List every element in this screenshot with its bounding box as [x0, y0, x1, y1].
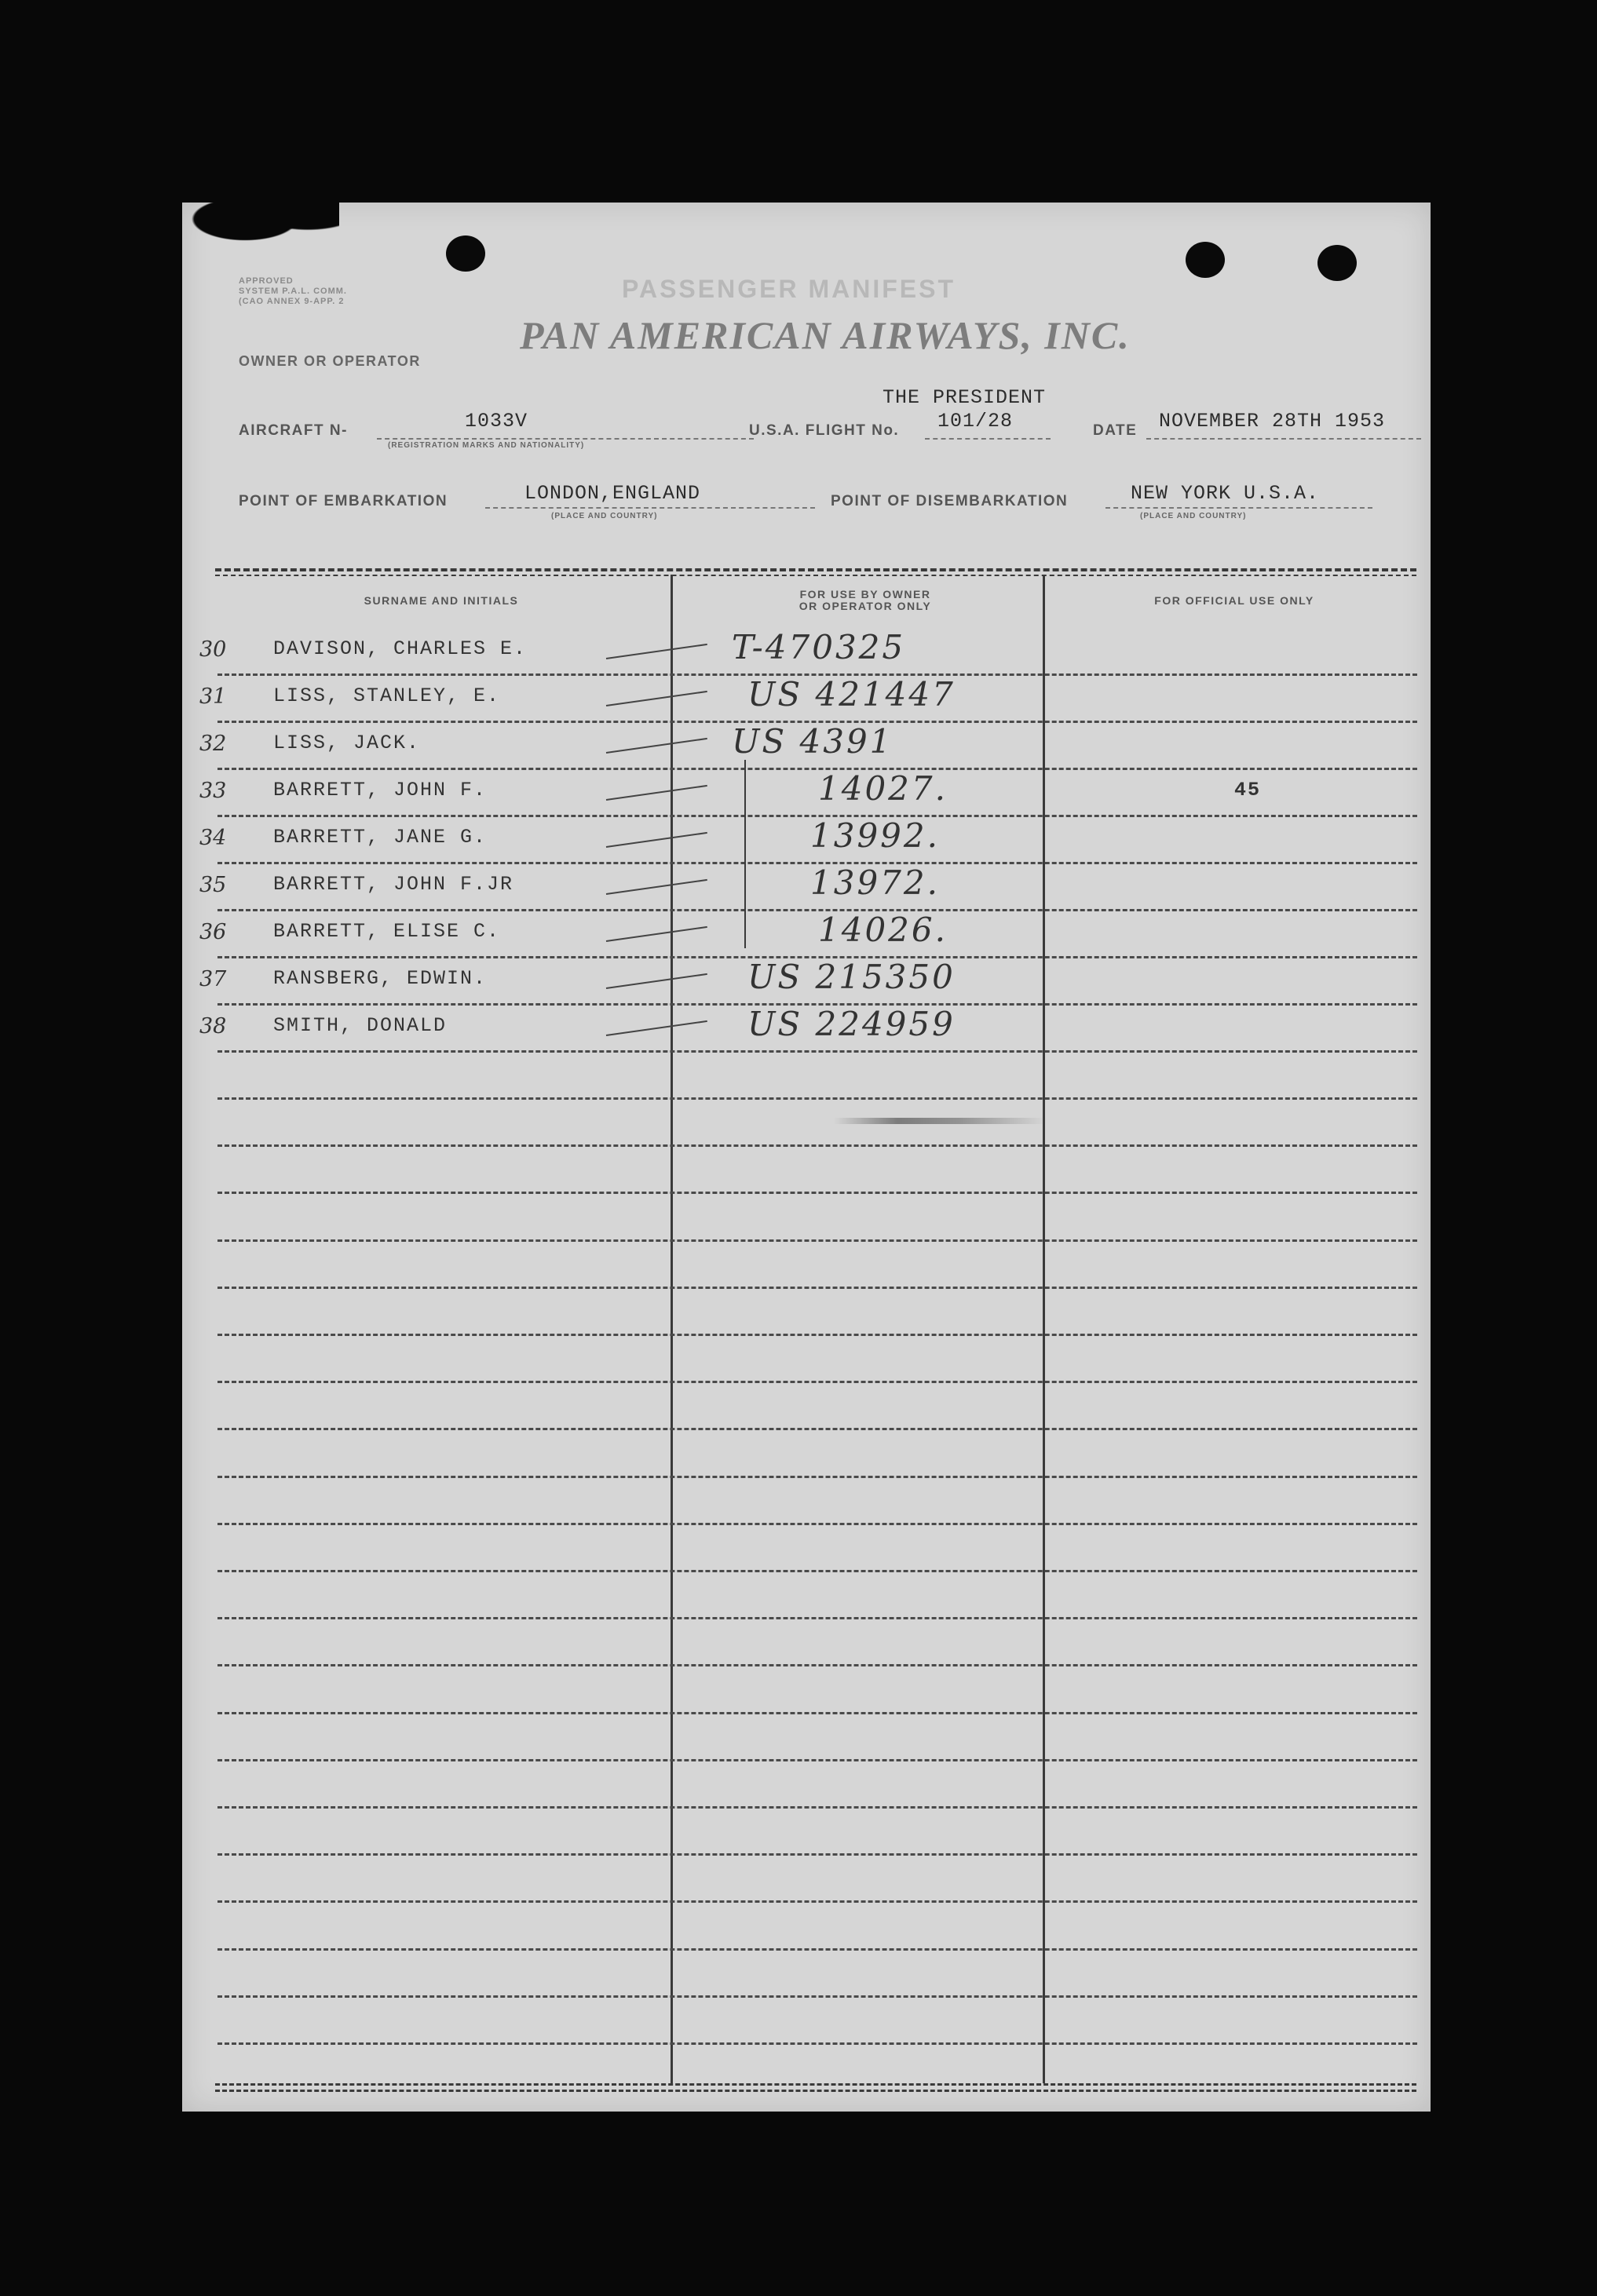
table-top-rule — [215, 568, 1416, 571]
row-number: 32 — [199, 732, 227, 756]
passenger-name: SMITH, DONALD — [273, 1014, 448, 1037]
ink-smudge — [834, 1118, 1046, 1124]
aircraft-value: 1033V — [465, 410, 528, 433]
check-mark — [606, 644, 707, 659]
check-mark — [606, 785, 707, 801]
passenger-name: BARRETT, ELISE C. — [273, 920, 501, 943]
row-rule — [217, 1097, 1417, 1100]
row-number: 37 — [199, 967, 227, 991]
passenger-name: LISS, STANLEY, E. — [273, 684, 501, 707]
punch-hole — [446, 235, 485, 272]
flight-underline — [925, 438, 1051, 440]
row-rule — [217, 1759, 1417, 1761]
row-number: 38 — [199, 1014, 227, 1038]
row-rule — [217, 1570, 1417, 1572]
passenger-name: RANSBERG, EDWIN. — [273, 967, 488, 990]
aircraft-label: AIRCRAFT N- — [239, 422, 348, 439]
row-rule — [217, 1712, 1417, 1714]
row-number: 33 — [199, 779, 227, 803]
registration-note: (REGISTRATION MARKS AND NATIONALITY) — [388, 441, 585, 450]
owner-number: 14026. — [818, 911, 948, 949]
aircraft-underline — [377, 438, 754, 440]
row-rule — [217, 1617, 1417, 1619]
disembarkation-value: NEW YORK U.S.A. — [1131, 482, 1320, 505]
row-number: 30 — [199, 637, 227, 662]
column-header-name: SURNAME AND INITIALS — [364, 594, 519, 607]
check-mark — [606, 1020, 707, 1036]
passenger-name: LISS, JACK. — [273, 732, 421, 754]
row-rule — [217, 1806, 1417, 1809]
row-rule — [217, 1050, 1417, 1053]
owner-number: T-470325 — [732, 628, 906, 666]
row-rule — [217, 909, 1417, 911]
approval-note — [239, 276, 347, 307]
disembarkation-label: POINT OF DISEMBARKATION — [831, 493, 1069, 509]
passenger-name: BARRETT, JOHN F. — [273, 779, 488, 801]
owner-number: 13972. — [810, 863, 940, 902]
owner-number: US 4391 — [732, 722, 894, 761]
embarkation-underline — [485, 507, 815, 509]
flight-label: U.S.A. FLIGHT No. — [749, 422, 900, 439]
embarkation-note: (PLACE AND COUNTRY) — [551, 512, 658, 520]
official-value: 45 — [1234, 779, 1262, 801]
owner-number: US 215350 — [747, 958, 956, 996]
bracket-mark — [744, 760, 746, 948]
row-rule — [217, 1523, 1417, 1525]
table-bottom-rule — [215, 2090, 1416, 2092]
owner-number: US 421447 — [747, 675, 956, 714]
row-number: 31 — [199, 684, 227, 709]
check-mark — [606, 691, 707, 706]
row-rule — [217, 1995, 1417, 1998]
passenger-name: BARRETT, JANE G. — [273, 826, 488, 849]
row-number: 35 — [199, 873, 227, 897]
row-rule — [217, 1900, 1417, 1903]
row-rule — [217, 1334, 1417, 1336]
row-rule — [217, 1476, 1417, 1478]
flight-value: 101/28 — [937, 410, 1014, 433]
form-title: PASSENGER MANIFEST — [622, 275, 956, 303]
row-rule — [217, 1948, 1417, 1951]
row-rule — [217, 1144, 1417, 1147]
approval-line: (CAO ANNEX 9-APP. 2 — [239, 297, 345, 306]
check-mark — [606, 832, 707, 848]
table-bottom-rule — [215, 2083, 1416, 2086]
passenger-name: BARRETT, JOHN F.JR — [273, 873, 514, 896]
date-label: DATE — [1093, 422, 1138, 439]
owner-number: US 224959 — [747, 1005, 956, 1043]
row-rule — [217, 1381, 1417, 1383]
airline-name: PAN AMERICAN AIRWAYS, INC. — [520, 313, 1131, 357]
row-rule — [217, 1239, 1417, 1242]
row-number: 34 — [199, 826, 227, 850]
owner-label: OWNER OR OPERATOR — [239, 353, 421, 369]
owner-number: 14027. — [818, 769, 948, 808]
owner-number: 13992. — [810, 816, 940, 855]
column-divider — [671, 575, 673, 2083]
check-mark — [606, 973, 707, 989]
row-rule — [217, 1664, 1417, 1666]
row-rule — [217, 1853, 1417, 1856]
check-mark — [606, 926, 707, 942]
table-top-rule — [215, 575, 1416, 576]
date-value: NOVEMBER 28TH 1953 — [1159, 410, 1386, 433]
approval-line: SYSTEM P.A.L. COMM. — [239, 287, 347, 296]
column-header-owner: FOR USE BY OWNER OR OPERATOR ONLY — [798, 588, 932, 612]
row-rule — [217, 1192, 1417, 1194]
row-rule — [217, 768, 1417, 770]
column-divider — [1043, 575, 1045, 2083]
disembarkation-underline — [1105, 507, 1372, 509]
column-header-official: FOR OFFICIAL USE ONLY — [1154, 594, 1314, 607]
manifest-sheet — [182, 203, 1431, 2112]
row-rule — [217, 2042, 1417, 2045]
row-rule — [217, 1287, 1417, 1289]
flight-name: THE PRESIDENT — [883, 386, 1047, 409]
passenger-name: DAVISON, CHARLES E. — [273, 637, 528, 660]
embarkation-value: LONDON,ENGLAND — [524, 482, 701, 505]
embarkation-label: POINT OF EMBARKATION — [239, 493, 448, 509]
row-number: 36 — [199, 920, 227, 944]
torn-corner — [182, 203, 339, 257]
row-rule — [217, 1428, 1417, 1430]
punch-hole — [1317, 245, 1357, 281]
check-mark — [606, 879, 707, 895]
punch-hole — [1186, 242, 1225, 278]
disembarkation-note: (PLACE AND COUNTRY) — [1140, 512, 1247, 520]
check-mark — [606, 738, 707, 754]
approval-line: APPROVED — [239, 276, 294, 286]
date-underline — [1146, 438, 1421, 440]
